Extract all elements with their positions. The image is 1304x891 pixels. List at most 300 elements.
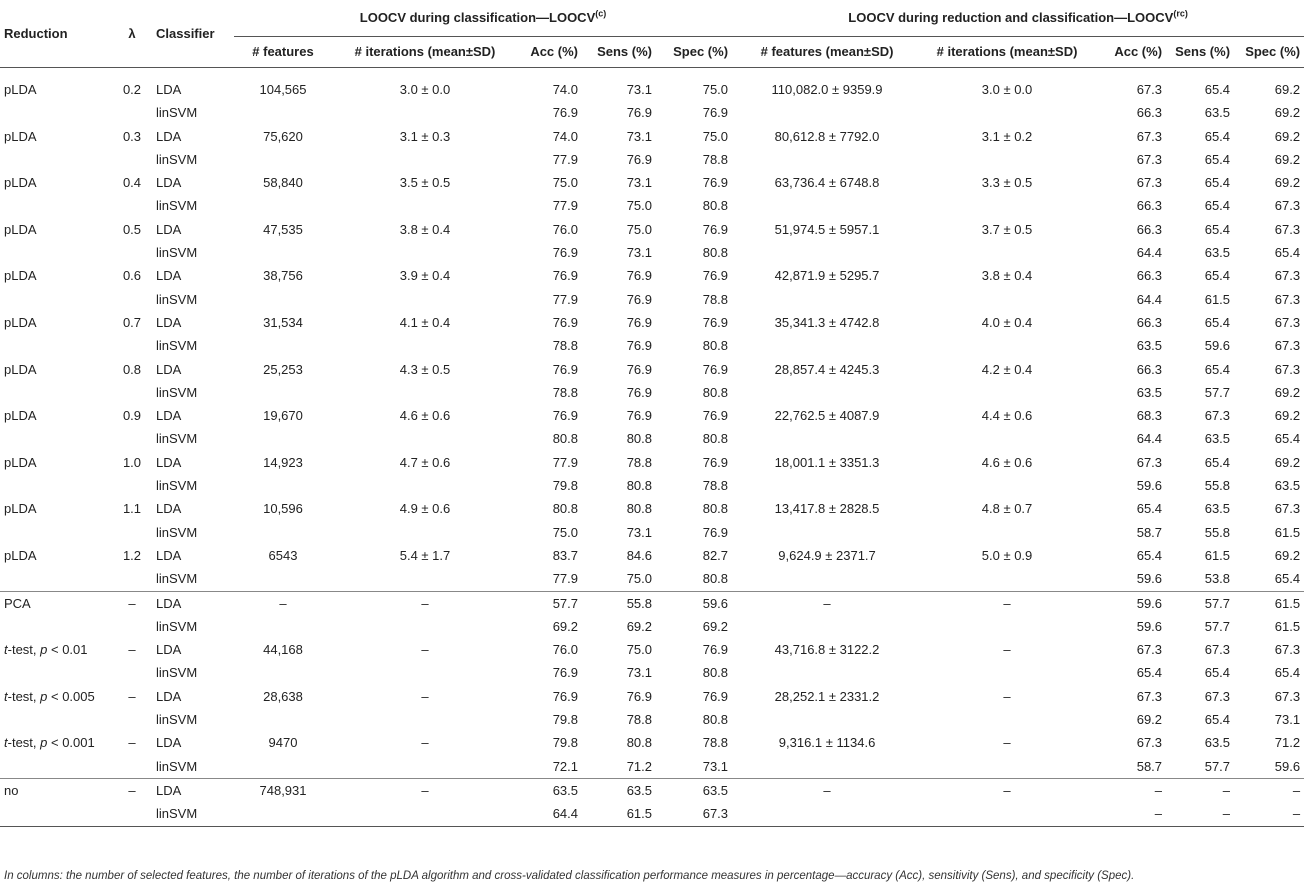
classifier-cell: LDA (156, 221, 182, 237)
acc-rc-cell: 66.3 (1136, 361, 1163, 377)
table-row (0, 264, 1304, 287)
sens-c-cell: 76.9 (626, 408, 652, 424)
spec-c-cell: 80.8 (702, 198, 729, 214)
iterations-rc-cell: – (922, 591, 1092, 615)
acc-rc-cell: 66.3 (1136, 105, 1163, 121)
sens-c-cell: 73.1 (626, 245, 652, 261)
lambda-cell: 0.9 (122, 408, 142, 424)
reduction-cell (0, 661, 112, 684)
iterations-c-cell (332, 194, 518, 217)
features-c-cell: 28,638 (263, 688, 303, 704)
classifier-cell: linSVM (156, 338, 198, 354)
lambda-cell (112, 521, 152, 544)
classifier-cell: LDA (156, 454, 182, 470)
iterations-rc-cell: 3.8 ± 0.4 (981, 268, 1033, 284)
table-row (0, 731, 1304, 754)
table-row (0, 427, 1304, 450)
reduction-cell (0, 521, 112, 544)
features-c-cell (234, 755, 332, 779)
acc-c-cell: 77.9 (552, 198, 578, 214)
acc-rc-cell: 66.3 (1136, 268, 1163, 284)
lambda-cell (112, 148, 152, 171)
table-row (0, 218, 1304, 241)
iterations-rc-cell: 3.3 ± 0.5 (981, 175, 1033, 191)
table-row (0, 615, 1304, 638)
lambda-cell: – (128, 735, 136, 751)
iterations-rc-cell: 4.4 ± 0.6 (981, 408, 1033, 424)
sens-c-cell: 73.1 (626, 665, 652, 681)
acc-c-cell: 79.8 (552, 478, 578, 494)
table-row (0, 474, 1304, 497)
col-sens-c: Sens (%) (597, 44, 652, 59)
spec-c-cell: 80.8 (702, 384, 729, 400)
acc-c-cell: 74.0 (552, 82, 578, 97)
spec-rc-cell: 59.6 (1274, 758, 1301, 774)
classifier-cell: LDA (156, 268, 182, 284)
spec-c-cell: 76.9 (702, 175, 729, 191)
acc-rc-cell: 67.3 (1136, 735, 1163, 751)
col-features-c: # features (252, 44, 314, 59)
lambda-cell: 1.1 (122, 501, 142, 517)
table-row (0, 638, 1304, 661)
acc-c-cell: 75.0 (552, 524, 578, 540)
features-c-cell (234, 474, 332, 497)
table-row (0, 778, 1304, 802)
spec-rc-cell: 67.3 (1274, 221, 1301, 237)
reduction-cell (0, 474, 112, 497)
table-row (0, 194, 1304, 217)
acc-rc-cell: 67.3 (1136, 175, 1163, 191)
features-rc-cell: 35,341.3 ± 4742.8 (774, 314, 880, 330)
reduction-cell: pLDA (4, 501, 37, 517)
sens-c-cell: 76.9 (626, 291, 652, 307)
table-row (0, 685, 1304, 708)
reduction-cell: pLDA (4, 221, 37, 237)
features-c-cell (234, 521, 332, 544)
spec-c-cell: 80.8 (702, 338, 729, 354)
lambda-cell (112, 474, 152, 497)
table-row (0, 591, 1304, 615)
lambda-cell: 0.3 (122, 128, 142, 144)
lambda-cell (112, 194, 152, 217)
spec-rc-cell: 67.3 (1274, 501, 1301, 517)
acc-rc-cell: 66.3 (1136, 198, 1163, 214)
reduction-cell: pLDA (4, 82, 37, 97)
iterations-c-cell (332, 334, 518, 357)
spec-c-cell: 76.9 (702, 454, 729, 470)
classifier-cell: LDA (156, 501, 182, 517)
iterations-rc-cell (922, 148, 1092, 171)
spec-rc-cell: 69.2 (1274, 128, 1301, 144)
col-spec-c: Spec (%) (673, 44, 729, 59)
features-rc-cell (732, 708, 922, 731)
features-rc-cell (732, 334, 922, 357)
spec-c-cell: 76.9 (702, 642, 729, 658)
features-rc-cell (732, 521, 922, 544)
sens-c-cell: 75.0 (626, 642, 652, 658)
table-row (0, 497, 1304, 520)
iterations-c-cell: 4.7 ± 0.6 (399, 454, 451, 470)
classifier-cell: linSVM (156, 478, 198, 494)
lambda-cell (112, 708, 152, 731)
classifier-cell: linSVM (156, 618, 198, 634)
spec-c-cell: 80.8 (702, 665, 729, 681)
acc-c-cell: 63.5 (518, 778, 582, 802)
sens-c-cell: 76.9 (626, 384, 652, 400)
features-c-cell (234, 288, 332, 311)
sens-rc-cell: 67.3 (1204, 408, 1231, 424)
lambda-cell (112, 755, 152, 779)
spec-c-cell: 69.2 (702, 618, 729, 634)
features-c-cell: 58,840 (263, 175, 303, 191)
features-c-cell: 9470 (268, 735, 298, 751)
features-c-cell: 6543 (268, 547, 298, 563)
sens-c-cell: 84.6 (626, 547, 652, 563)
spec-rc-cell: 69.2 (1274, 384, 1301, 400)
sens-rc-cell: 61.5 (1204, 547, 1231, 563)
table-row (0, 708, 1304, 731)
group-header-loocv-rc: LOOCV during reduction and $classification—LOOCV^{(rc)}$ (732, 0, 1304, 37)
col-iterations-c: # iterations (mean±SD) (354, 44, 496, 59)
iterations-rc-cell (922, 708, 1092, 731)
features-c-cell (234, 615, 332, 638)
col-iterations-rc: # iterations (mean±SD) (936, 44, 1078, 59)
reduction-cell (0, 101, 112, 124)
spec-rc-cell: 61.5 (1234, 591, 1304, 615)
iterations-c-cell: – (332, 591, 518, 615)
lambda-cell: 1.0 (122, 454, 142, 470)
features-c-cell: 104,565 (259, 82, 307, 97)
acc-rc-cell: 67.3 (1136, 151, 1163, 167)
table-row (0, 101, 1304, 124)
sens-rc-cell: 53.8 (1204, 571, 1231, 587)
sens-c-cell: 63.5 (582, 778, 656, 802)
col-classifier: Classifier (156, 25, 215, 41)
lambda-cell (112, 101, 152, 124)
iterations-c-cell (332, 567, 518, 591)
sens-rc-cell: 59.6 (1204, 338, 1231, 354)
iterations-c-cell: – (421, 642, 429, 658)
features-c-cell: 38,756 (263, 268, 303, 284)
lambda-cell: 0.4 (122, 175, 142, 191)
iterations-c-cell: – (332, 778, 518, 802)
sens-c-cell: 75.0 (626, 571, 652, 587)
sens-c-cell: 75.0 (626, 221, 652, 237)
lambda-cell: – (112, 778, 152, 802)
spec-c-cell: 78.8 (702, 735, 729, 751)
sens-c-cell: 76.9 (626, 361, 652, 377)
iterations-rc-cell (922, 427, 1092, 450)
sens-rc-cell: – (1166, 778, 1234, 802)
iterations-rc-cell: 3.1 ± 0.2 (981, 128, 1033, 144)
iterations-rc-cell (922, 802, 1092, 826)
sens-rc-cell: – (1166, 802, 1234, 826)
iterations-rc-cell (922, 474, 1092, 497)
table-row (0, 451, 1304, 474)
spec-c-cell: 59.6 (656, 591, 732, 615)
sens-rc-cell: 63.5 (1204, 245, 1231, 261)
sens-rc-cell: 65.4 (1204, 454, 1231, 470)
iterations-c-cell (332, 381, 518, 404)
lambda-cell: 1.2 (122, 547, 142, 563)
table-row (0, 802, 1304, 826)
acc-rc-cell: 63.5 (1136, 338, 1163, 354)
classifier-cell: linSVM (156, 665, 198, 681)
table-row (0, 334, 1304, 357)
acc-c-cell: 78.8 (552, 384, 578, 400)
acc-c-cell: 77.9 (552, 454, 578, 470)
reduction-cell: pLDA (4, 175, 37, 191)
classifier-cell: linSVM (156, 151, 198, 167)
sens-c-cell: 69.2 (626, 618, 652, 634)
iterations-rc-cell (922, 288, 1092, 311)
spec-c-cell: 67.3 (656, 802, 732, 826)
lambda-cell (112, 802, 152, 826)
spec-c-cell: 78.8 (702, 478, 729, 494)
spec-c-cell: 80.8 (702, 501, 729, 517)
reduction-cell: PCA (0, 591, 112, 615)
acc-rc-cell: 67.3 (1136, 82, 1163, 97)
sens-rc-cell: 57.7 (1166, 591, 1234, 615)
acc-rc-cell: 65.4 (1136, 547, 1163, 563)
acc-rc-cell: 68.3 (1136, 408, 1163, 424)
header-row-1 (0, 0, 1304, 37)
sens-c-cell: 75.0 (626, 198, 652, 214)
iterations-rc-cell (922, 755, 1092, 779)
sens-c-cell: 80.8 (626, 735, 652, 751)
sens-rc-cell: 57.7 (1204, 758, 1231, 774)
spec-c-cell: 76.9 (702, 408, 729, 424)
acc-c-cell: 80.8 (552, 501, 578, 517)
features-c-cell: 44,168 (263, 642, 303, 658)
acc-rc-cell: – (1092, 778, 1166, 802)
iterations-c-cell (332, 661, 518, 684)
classifier-cell: linSVM (156, 384, 198, 400)
lambda-cell (112, 615, 152, 638)
sens-rc-cell: 63.5 (1204, 431, 1231, 447)
sens-rc-cell: 63.5 (1204, 501, 1231, 517)
spec-c-cell: 76.9 (702, 105, 729, 121)
acc-c-cell: 76.0 (552, 642, 578, 658)
spec-rc-cell: 65.4 (1274, 245, 1301, 261)
acc-c-cell: 76.9 (552, 314, 578, 330)
reduction-cell: pLDA (4, 547, 37, 563)
iterations-c-cell (332, 521, 518, 544)
sens-c-cell: 73.1 (626, 175, 652, 191)
acc-rc-cell: 66.3 (1136, 314, 1163, 330)
classifier-cell: LDA (152, 778, 234, 802)
iterations-c-cell: – (421, 688, 429, 704)
spec-c-cell: 80.8 (702, 571, 729, 587)
features-rc-cell: 110,082.0 ± 9359.9 (771, 82, 883, 97)
spec-rc-cell: 61.5 (1274, 618, 1301, 634)
iterations-c-cell (332, 615, 518, 638)
features-rc-cell: 63,736.4 ± 6748.8 (774, 175, 880, 191)
features-c-cell: 10,596 (263, 501, 303, 517)
spec-c-cell: 76.9 (702, 524, 729, 540)
features-rc-cell (732, 567, 922, 591)
sens-c-cell: 76.9 (626, 105, 652, 121)
sens-c-cell: 80.8 (626, 431, 652, 447)
classifier-cell: linSVM (156, 105, 198, 121)
acc-c-cell: 64.4 (518, 802, 582, 826)
acc-rc-cell: 64.4 (1136, 291, 1163, 307)
lambda-cell (112, 381, 152, 404)
features-rc-cell: 9,316.1 ± 1134.6 (778, 735, 876, 751)
acc-c-cell: 79.8 (552, 735, 578, 751)
iterations-rc-cell (922, 521, 1092, 544)
reduction-cell: no (0, 778, 112, 802)
features-rc-cell (732, 755, 922, 779)
table-row (0, 125, 1304, 148)
acc-rc-cell: 64.4 (1136, 431, 1163, 447)
sens-c-cell: 55.8 (582, 591, 656, 615)
reduction-cell: t-test, p < 0.001 (4, 735, 95, 751)
classifier-cell: LDA (156, 735, 182, 751)
features-rc-cell (732, 241, 922, 264)
spec-rc-cell: 69.2 (1274, 151, 1301, 167)
spec-rc-cell: 65.4 (1274, 431, 1301, 447)
sens-c-cell: 80.8 (626, 501, 652, 517)
table-row (0, 148, 1304, 171)
acc-c-cell: 79.8 (552, 712, 578, 728)
iterations-rc-cell: – (1003, 735, 1011, 751)
table-row (0, 311, 1304, 334)
spec-c-cell: 63.5 (656, 778, 732, 802)
spec-c-cell: 78.8 (702, 291, 729, 307)
sens-rc-cell: 65.4 (1204, 665, 1231, 681)
lambda-cell: – (128, 642, 136, 658)
reduction-cell (0, 708, 112, 731)
reduction-cell: pLDA (4, 408, 37, 424)
spec-rc-cell: 67.3 (1274, 198, 1301, 214)
iterations-rc-cell (922, 381, 1092, 404)
acc-rc-cell: 69.2 (1136, 712, 1163, 728)
acc-rc-cell: 66.3 (1136, 221, 1163, 237)
spec-c-cell: 80.8 (702, 431, 729, 447)
acc-rc-cell: 67.3 (1136, 642, 1163, 658)
reduction-cell: pLDA (4, 128, 37, 144)
reduction-cell (0, 194, 112, 217)
reduction-cell (0, 241, 112, 264)
table-row (0, 544, 1304, 567)
spec-c-cell: 76.9 (702, 314, 729, 330)
lambda-cell: 0.6 (122, 268, 142, 284)
reduction-cell: pLDA (4, 314, 37, 330)
features-c-cell: 748,931 (234, 778, 332, 802)
features-rc-cell (732, 148, 922, 171)
classifier-cell: LDA (152, 591, 234, 615)
classifier-cell: LDA (156, 128, 182, 144)
reduction-cell (0, 381, 112, 404)
iterations-c-cell: 3.1 ± 0.3 (399, 128, 451, 144)
sens-c-cell: 73.1 (626, 524, 652, 540)
features-rc-cell (732, 615, 922, 638)
features-rc-cell (732, 194, 922, 217)
acc-c-cell: 83.7 (552, 547, 578, 563)
iterations-rc-cell (922, 615, 1092, 638)
iterations-c-cell (332, 288, 518, 311)
features-c-cell: 31,534 (263, 314, 303, 330)
reduction-cell: t-test, p < 0.005 (4, 688, 95, 704)
acc-rc-cell: 58.7 (1136, 758, 1163, 774)
sens-rc-cell: 67.3 (1204, 642, 1231, 658)
iterations-c-cell: 3.8 ± 0.4 (399, 221, 451, 237)
features-rc-cell: 9,624.9 ± 2371.7 (778, 547, 876, 563)
features-c-cell: 25,253 (263, 361, 303, 377)
spec-c-cell: 76.9 (702, 221, 729, 237)
group-header-loocv-c: LOOCV during classification—LOOCV$^{(c)}$ (234, 0, 732, 37)
spec-rc-cell: 67.3 (1274, 338, 1301, 354)
features-rc-cell: 13,417.8 ± 2828.5 (774, 501, 880, 517)
spec-rc-cell: 69.2 (1274, 175, 1301, 191)
acc-c-cell: 57.7 (518, 591, 582, 615)
col-sens-rc: Sens (%) (1175, 44, 1231, 59)
reduction-cell: pLDA (4, 361, 37, 377)
iterations-rc-cell: – (1003, 688, 1011, 704)
acc-rc-cell: 59.6 (1136, 618, 1163, 634)
table-row (0, 404, 1304, 427)
table-row (0, 521, 1304, 544)
spec-rc-cell: 65.4 (1274, 571, 1301, 587)
acc-c-cell: 76.9 (552, 361, 578, 377)
iterations-rc-cell (922, 241, 1092, 264)
sens-rc-cell: 63.5 (1204, 105, 1231, 121)
iterations-c-cell: 4.9 ± 0.6 (399, 501, 451, 517)
iterations-rc-cell (922, 661, 1092, 684)
spec-rc-cell: 65.4 (1274, 665, 1301, 681)
sens-rc-cell: 65.4 (1204, 128, 1231, 144)
col-features-rc: # features (mean±SD) (760, 44, 894, 59)
acc-c-cell: 76.9 (552, 268, 578, 284)
iterations-rc-cell: 3.0 ± 0.0 (981, 82, 1033, 97)
spec-rc-cell: 67.3 (1274, 268, 1301, 284)
acc-c-cell: 76.9 (552, 105, 578, 121)
sens-c-cell: 76.9 (626, 688, 652, 704)
acc-c-cell: 72.1 (552, 758, 578, 774)
spec-rc-cell: 73.1 (1274, 712, 1301, 728)
spec-rc-cell: 69.2 (1274, 408, 1301, 424)
sens-rc-cell: 67.3 (1204, 688, 1231, 704)
sens-rc-cell: 65.4 (1204, 198, 1231, 214)
sens-c-cell: 76.9 (626, 151, 652, 167)
sens-c-cell: 76.9 (626, 268, 652, 284)
sens-c-cell: 76.9 (626, 314, 652, 330)
classifier-cell: linSVM (156, 571, 198, 587)
features-rc-cell: 18,001.1 ± 3351.3 (774, 454, 880, 470)
iterations-rc-cell: 4.8 ± 0.7 (981, 501, 1033, 517)
sens-rc-cell: 57.7 (1204, 618, 1231, 634)
classifier-cell: LDA (156, 314, 182, 330)
acc-c-cell: 80.8 (552, 431, 578, 447)
sens-rc-cell: 65.4 (1204, 268, 1231, 284)
features-rc-cell (732, 381, 922, 404)
classifier-cell: LDA (156, 361, 182, 377)
spec-rc-cell: 67.3 (1274, 642, 1301, 658)
features-c-cell (234, 241, 332, 264)
col-reduction: Reduction (4, 25, 68, 41)
reduction-cell (0, 755, 112, 779)
classifier-cell: LDA (156, 547, 182, 563)
spec-rc-cell: 69.2 (1274, 454, 1301, 470)
classifier-cell: LDA (156, 408, 182, 424)
features-rc-cell (732, 288, 922, 311)
spec-c-cell: 76.9 (702, 361, 729, 377)
spec-rc-cell: 67.3 (1274, 361, 1301, 377)
classifier-cell: LDA (156, 82, 182, 97)
spec-rc-cell: 67.3 (1274, 688, 1301, 704)
classifier-cell: linSVM (156, 245, 198, 261)
